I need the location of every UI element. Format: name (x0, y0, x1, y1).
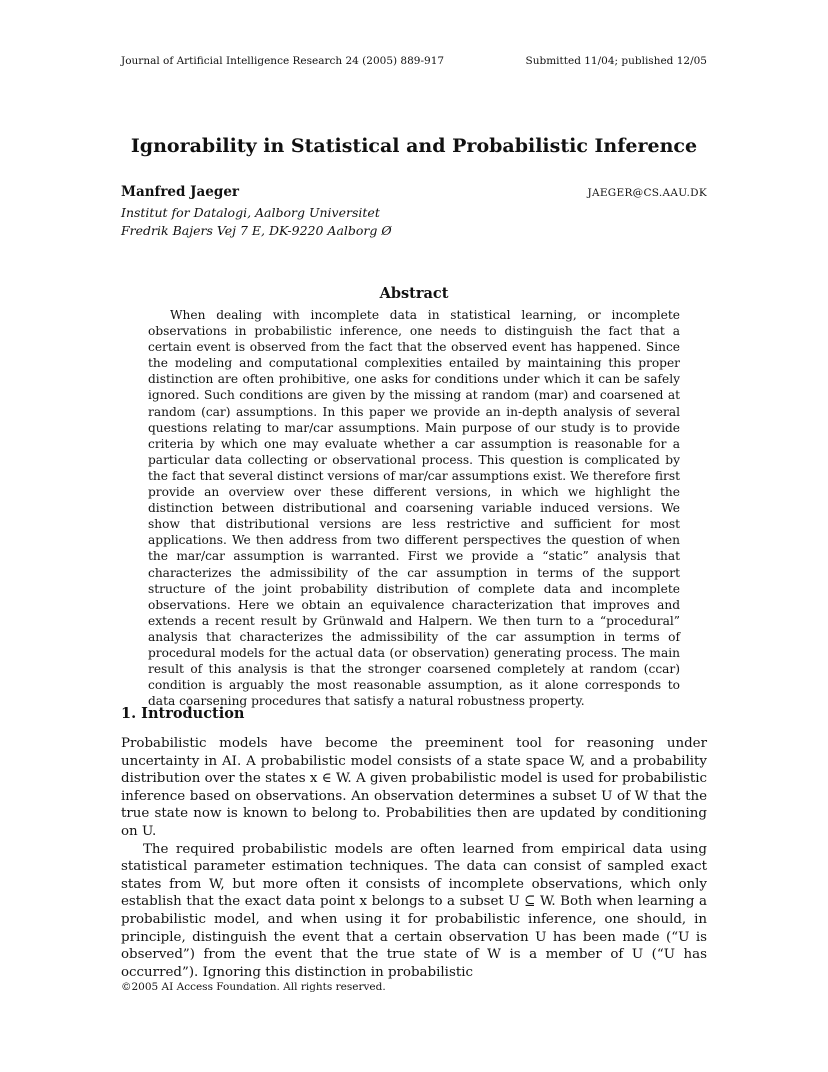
copyright-footer: ©2005 AI Access Foundation. All rights reserved. (121, 981, 386, 993)
abstract-text: When dealing with incomplete data in statistical learning, or incomplete observations in probabilistic inference, one needs to distinguish the fact that a certain event is observed from the fact that the observed event has happened. Since the modeling and computational complexities entailed by maintaining this proper distinction are often prohibitive, one asks for conditions under which it can be safely ignored. Such conditions are given by the missing at random (mar) and coarsened at random (car) assumptions. In this paper we provide an in-depth analysis of several questions relating to mar/car assumptions. Main purpose of our study is to provide criteria by which one may evaluate whether a car assumption is reasonable for a particular data collecting or observational process. This question is complicated by the fact that several distinct versions of mar/car assumptions exist. We therefore first provide an overview over these different versions, in which we highlight the distinction between distributional and coarsening variable induced versions. We show that distributional versions are less restrictive and sufficient for most applications. We then address from two different perspectives the question of when the mar/car assumption is warranted. First we provide a “static” analysis that characterizes the admissibility of the car assumption in terms of the support structure of the joint probability distribution of complete data and incomplete observations. Here we obtain an equivalence characterization that improves and extends a recent result by Grünwald and Halpern. We then turn to a “procedural” analysis that characterizes the admissibility of the car assumption in terms of procedural models for the actual data (or observation) generating process. The main result of this analysis is that the stronger coarsened completely at random (ccar) condition is arguably the most reasonable assumption, as it alone corresponds to data coarsening procedures that satisfy a natural robustness property. (148, 308, 680, 709)
author-name: Manfred Jaeger (121, 184, 240, 200)
author-address: Fredrik Bajers Vej 7 E, DK-9220 Aalborg Ø (121, 223, 392, 238)
submission-dates: Submitted 11/04; published 12/05 (525, 55, 707, 67)
author-affiliation: Institut for Datalogi, Aalborg Universitet (121, 205, 380, 220)
author-email: JAEGER@CS.AAU.DK (587, 187, 707, 199)
journal-citation: Journal of Artificial Intelligence Research 24 (2005) 889-917 (121, 55, 445, 67)
author-row (121, 184, 707, 200)
paper-title: Ignorability in Statistical and Probabilistic Inference (130, 135, 698, 157)
running-header (121, 55, 707, 67)
section-heading: 1. Introduction (121, 705, 245, 722)
introduction-body (121, 735, 707, 981)
intro-paragraph-1: Probabilistic models have become the preeminent tool for reasoning under uncertainty in AI. A probabilistic model consists of a state space W, and a probability distribution over the states x ∈ W. A given probabilistic model is used for probabilistic inference based on observations. An observation determines a subset U of W that the true state now is known to belong to. Probabilities then are updated by conditioning on U. (121, 736, 707, 839)
abstract-heading: Abstract (379, 285, 449, 302)
abstract-body (148, 307, 680, 709)
intro-paragraph-2: The required probabilistic models are often learned from empirical data using statistical parameter estimation techniques. The data can consist of sampled exact states from W, but more often it consists of incomplete observations, which only establish that the exact data point x belongs to a subset U ⊆ W. Both when learning a probabilistic model, and when using it for probabilistic inference, one should, in principle, distinguish the event that a certain observation U has been made (“U is observed”) from the event that the true state of W is a member of U (“U has occurred”). Ignoring this distinction in probabilistic (121, 841, 707, 980)
